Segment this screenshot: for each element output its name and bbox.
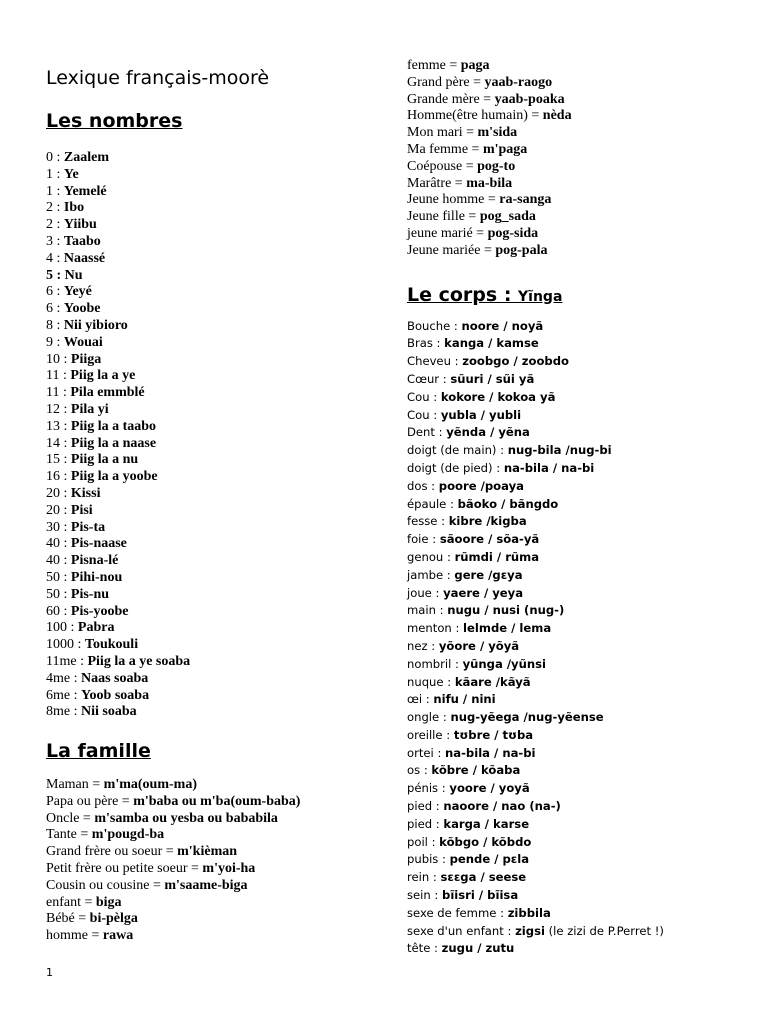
family-heading: La famille [46,740,151,763]
list-item [407,176,752,193]
entry-translation: ma-bila [466,175,513,191]
entry-translation: sãoore / sõa-yã [439,532,540,547]
list-item [46,520,376,537]
entry-term: Grande mère = [407,91,495,107]
list-item [407,549,752,567]
entry-term: 8 : [46,317,64,333]
body-heading-label: Le corps : [407,283,519,306]
entry-term: 10 : [46,351,71,367]
entry-translation: nugu / nusi (nug-) [447,603,565,618]
entry-term: foie : [407,532,440,547]
entry-translation: nug-bila /nug-bi [507,443,612,458]
entry-translation: Pis-nu [70,586,110,602]
entry-term: jambe : [407,567,455,582]
entry-translation: kãare /kãyã [454,674,531,689]
entry-term: 2 : [46,217,64,233]
entry-term: 40 : [46,536,71,552]
entry-term: 1 : [46,166,64,182]
entry-translation: bĩisri / bĩisa [442,888,519,903]
entry-translation: m'samba ou yesba ou bababila [94,810,278,826]
entry-translation: kanga / kamse [444,336,539,351]
list-item [407,745,752,763]
entry-translation: pog-pala [495,242,548,258]
list-item [46,620,376,637]
entry-term: sexe d'un enfant : [407,923,516,938]
list-item [407,513,752,531]
list-item [407,780,752,798]
list-item [407,209,752,226]
entry-translation: nug-yẽega /nug-yẽense [450,710,604,725]
list-item [407,58,752,75]
entry-term: Grand frère ou soeur = [46,844,178,860]
entry-term: dos : [407,478,439,493]
entry-translation: paga [460,58,490,73]
entry-translation: Ye [63,166,79,182]
entry-note: (le zizi de P.Perret !) [544,923,664,938]
entry-translation: poore /poaya [438,478,524,493]
entry-term: Papa ou père = [46,793,134,809]
list-item [407,243,752,260]
entry-translation: kibre /kigba [448,514,527,529]
entry-translation: yaere / yeya [443,585,524,600]
list-item [407,424,752,442]
list-item [407,389,752,407]
entry-term: nombril : [407,656,463,671]
entry-term: Homme(être humain) = [407,108,543,124]
list-item [407,834,752,852]
entry-term: 15 : [46,452,71,468]
entry-term: Bras : [407,336,445,351]
list-item [46,486,376,503]
entry-term: rein : [407,870,441,885]
entry-term: os : [407,763,432,778]
entry-translation: m'baba ou m'ba(oum-baba) [133,793,301,809]
entry-term: Bébé = [46,911,90,927]
entry-term: 2 : [46,200,64,216]
entry-translation: Nii yibioro [63,317,128,333]
list-item [407,905,752,923]
entry-term: 11 : [46,385,71,401]
entry-term: Dent : [407,425,447,440]
entry-translation: m'kièman [177,844,238,860]
entry-term: 30 : [46,519,71,535]
entry-translation: rawa [102,928,134,944]
entry-term: Oncle = [46,810,95,826]
entry-translation: kõbre / kõaba [431,763,521,778]
entry-translation: Nu [64,267,83,283]
entry-term: 14 : [46,435,71,451]
entry-term: Cou : [407,407,441,422]
entry-term: 3 : [46,233,64,249]
entry-term: 13 : [46,418,71,434]
entry-translation: yaab-raogo [484,74,553,90]
entry-term: Mon mari = [407,125,478,141]
list-item [407,709,752,727]
entry-translation: Pabra [77,620,115,636]
entry-translation: zugu / zutu [441,941,515,956]
list-item [407,142,752,159]
list-item [407,478,752,496]
entry-translation: yẽnda / yẽna [446,425,530,440]
list-item [46,794,376,811]
entry-term: 20 : [46,485,71,501]
entry-translation: yõore / yõyã [438,638,520,653]
entry-translation: zigsi [515,923,545,938]
list-item [46,419,376,436]
entry-translation: rũmdi / rũma [454,549,540,564]
body-heading [407,280,752,310]
entry-translation: Taabo [63,233,101,249]
list-item [46,704,376,721]
list-item [46,827,376,844]
list-item [407,620,752,638]
entry-term: Cheveu : [407,354,463,369]
entry-term: Jeune homme = [407,192,500,208]
entry-translation: bãoko / bãngdo [457,496,559,511]
list-item [407,442,752,460]
entry-translation: Yemelé [63,183,107,199]
list-item [407,656,752,674]
list-item [46,301,376,318]
entry-translation: m'sida [477,125,518,141]
list-item [407,353,752,371]
numbers-heading: Les nombres [46,110,183,132]
entry-term: pied : [407,799,444,814]
entry-translation: pog-to [477,158,516,174]
entry-translation: Piiga [70,351,102,367]
entry-translation: Pihi-nou [70,569,123,585]
list-item [46,895,376,912]
entry-term: enfant = [46,894,96,910]
entry-term: 1000 : [46,637,85,653]
family-list-part-1 [46,777,376,945]
entry-term: Cœur : [407,371,451,386]
entry-term: 60 : [46,603,71,619]
entry-translation: tʊbre / tʊba [453,727,534,742]
entry-term: nez : [407,638,439,653]
entry-term: Cousin ou cousine = [46,877,165,893]
list-item [46,452,376,469]
page-number: 1 [46,966,53,979]
entry-translation: Toukouli [84,637,139,653]
entry-translation: sɛɛga / seese [440,870,527,885]
entry-term: doigt (de pied) : [407,460,504,475]
list-item [46,268,376,285]
list-item [407,798,752,816]
list-item [46,217,376,234]
list-item [46,318,376,335]
entry-translation: Yiibu [63,217,97,233]
list-item [407,335,752,353]
entry-term: Maman = [46,777,104,793]
list-item [407,762,752,780]
entry-term: 16 : [46,469,71,485]
entry-translation: zoobgo / zoobdo [462,354,569,369]
list-item [407,816,752,834]
entry-term: 100 : [46,620,78,636]
entry-translation: Naas soaba [81,670,149,686]
entry-term: oreille : [407,727,454,742]
page-title: Lexique français-moorè [46,67,270,89]
entry-translation: Pisna-lé [70,553,119,569]
list-item [407,691,752,709]
list-item [46,167,376,184]
entry-term: 11me : [46,653,88,669]
entry-translation: m'pougd-ba [91,827,165,843]
entry-term: Jeune mariée = [407,242,496,258]
list-item [46,587,376,604]
entry-term: Coépouse = [407,158,478,174]
entry-translation: Naassé [63,250,106,266]
entry-translation: Piig la a naase [70,435,157,451]
entry-term: 11 : [46,368,71,384]
entry-translation: yoore / yoyã [449,781,530,796]
entry-translation: Piig la a taabo [70,418,157,434]
entry-term: menton : [407,621,464,636]
entry-translation: nifu / nini [433,692,496,707]
list-item [407,75,752,92]
entry-translation: Piig la a nu [70,452,139,468]
entry-term: épaule : [407,496,458,511]
list-item [46,777,376,794]
entry-term: homme = [46,928,103,944]
entry-term: 1 : [46,183,64,199]
list-item [407,869,752,887]
entry-term: Grand père = [407,74,485,90]
entry-translation: Piig la a ye [70,368,136,384]
entry-translation: pog_sada [479,209,536,225]
entry-term: poil : [407,834,440,849]
list-item [407,108,752,125]
list-item [46,200,376,217]
entry-translation: noore / noyã [461,318,544,333]
entry-translation: m'paga [482,141,528,157]
list-item [46,352,376,369]
entry-term: main : [407,603,448,618]
list-item [46,604,376,621]
entry-translation: kokore / kokoa yã [440,389,556,404]
entry-term: pénis : [407,781,450,796]
entry-term: Bouche : [407,318,462,333]
entry-translation: lelmde / lema [463,621,552,636]
left-column [46,62,376,945]
entry-translation: Yoobe [63,301,101,317]
entry-translation: Pisi [70,502,93,518]
list-item [46,536,376,553]
entry-translation: Pis-naase [70,536,127,552]
list-item [407,585,752,603]
entry-translation: Wouai [63,334,103,350]
list-item [46,654,376,671]
list-item [46,251,376,268]
list-item [46,911,376,928]
list-item [46,469,376,486]
list-item [46,184,376,201]
list-item [407,638,752,656]
entry-translation: Nii soaba [81,704,137,720]
entry-term: 6 : [46,301,64,317]
list-item [407,318,752,336]
entry-term: tête : [407,941,442,956]
entry-term: fesse : [407,514,449,529]
list-item [407,923,752,941]
entry-term: Ma femme = [407,141,483,157]
list-item [46,503,376,520]
entry-term: 5 : [46,267,65,283]
entry-translation: Ibo [63,200,85,216]
entry-term: genou : [407,549,455,564]
entry-translation: ra-sanga [499,192,552,208]
list-item [46,878,376,895]
list-item [46,385,376,402]
list-item [407,851,752,869]
entry-translation: Pis-yoobe [70,603,129,619]
entry-term: joue : [407,585,444,600]
list-item [407,602,752,620]
list-item [407,674,752,692]
list-item [407,727,752,745]
list-item [407,496,752,514]
entry-translation: gere /gɛya [454,567,523,582]
list-item [407,567,752,585]
list-item [46,368,376,385]
entry-translation: zibbila [507,905,551,920]
entry-term: nuque : [407,674,455,689]
entry-term: ongle : [407,710,451,725]
entry-translation: Piig la a yoobe [70,469,158,485]
list-item [46,402,376,419]
list-item [46,688,376,705]
list-item [46,234,376,251]
list-item [407,531,752,549]
entry-translation: yaab-poaka [494,91,565,107]
entry-term: sexe de femme : [407,905,508,920]
entry-term: Cou : [407,389,441,404]
entry-translation: yubla / yubli [440,407,522,422]
entry-term: pied : [407,816,444,831]
list-item [407,226,752,243]
entry-translation: Kissi [70,485,101,501]
entry-translation: Zaalem [63,150,109,165]
entry-translation: karga / karse [443,816,530,831]
entry-term: jeune marié = [407,225,488,241]
entry-translation: biga [95,894,122,910]
entry-term: Tante = [46,827,92,843]
entry-translation: bi-pèlga [89,911,138,927]
list-item [407,940,752,958]
list-item [407,407,752,425]
entry-term: 40 : [46,553,71,569]
list-item [407,460,752,478]
list-item [46,811,376,828]
entry-term: sein : [407,888,443,903]
entry-term: 6 : [46,284,64,300]
entry-term: femme = [407,58,461,73]
entry-term: 50 : [46,569,71,585]
list-item [46,150,376,167]
entry-translation: sũuri / sũi yã [450,371,535,386]
entry-term: 0 : [46,150,64,165]
list-item [46,553,376,570]
entry-translation: m'ma(oum-ma) [103,777,197,793]
list-item [407,159,752,176]
entry-translation: m'yoi-ha [202,861,256,877]
entry-term: 4me : [46,670,81,686]
list-item [46,284,376,301]
entry-translation: Piig la a ye soaba [87,653,191,669]
entry-term: pubis : [407,852,450,867]
list-item [46,844,376,861]
list-item [46,861,376,878]
entry-term: Petit frère ou petite soeur = [46,861,203,877]
list-item [407,125,752,142]
list-item [46,335,376,352]
list-item [46,570,376,587]
right-column [407,58,752,958]
list-item [407,92,752,109]
entry-translation: pende / pɛla [449,852,530,867]
entry-translation: Pis-ta [70,519,106,535]
entry-term: 6me : [46,687,81,703]
entry-translation: m'saame-biga [164,877,248,893]
body-heading-suffix: Yĩnga [518,288,563,305]
entry-term: 9 : [46,334,64,350]
entry-term: 12 : [46,401,71,417]
entry-term: 50 : [46,586,71,602]
entry-term: œi : [407,692,434,707]
entry-translation: pog-sida [487,225,539,241]
list-item [46,637,376,654]
numbers-list [46,150,376,721]
entry-translation: nèda [542,108,572,124]
entry-term: 20 : [46,502,71,518]
list-item [407,887,752,905]
entry-translation: na-bila / na-bi [503,460,595,475]
entry-translation: yũnga /yũnsi [462,656,546,671]
entry-term: Marâtre = [407,175,467,191]
entry-translation: Pila emmblé [70,385,145,401]
entry-translation: Yoob soaba [81,687,150,703]
entry-term: 4 : [46,250,64,266]
list-item [407,371,752,389]
list-item [46,928,376,945]
list-item [46,671,376,688]
entry-translation: naoore / nao (na-) [443,799,561,814]
entry-term: ortei : [407,745,446,760]
list-item [46,436,376,453]
entry-term: doigt (de main) : [407,443,508,458]
entry-translation: na-bila / na-bi [445,745,536,760]
body-list [407,318,752,959]
entry-term: 8me : [46,704,81,720]
entry-translation: Pila yi [70,401,109,417]
entry-translation: Yeyé [63,284,92,300]
entry-term: Jeune fille = [407,209,480,225]
entry-translation: kõbgo / kõbdo [439,834,532,849]
list-item [407,192,752,209]
family-list-part-2 [407,58,752,260]
